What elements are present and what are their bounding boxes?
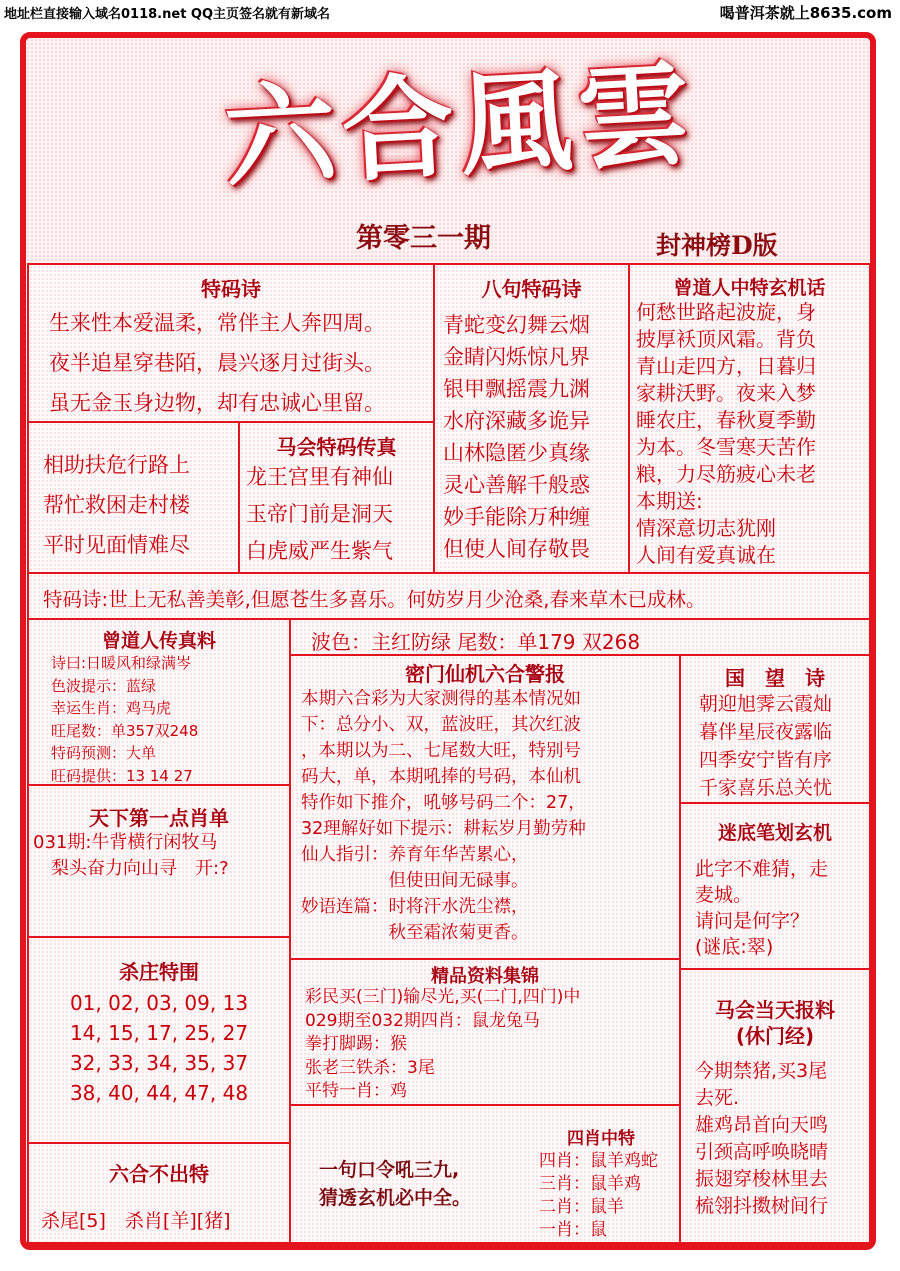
mahui-today-line: 引颈高呼唤晓晴 <box>695 1141 829 1163</box>
sixiao-line: 四肖：鼠羊鸡蛇 <box>539 1151 658 1171</box>
kouling-box <box>289 1104 681 1244</box>
midi-line: 请问是何字？ <box>695 910 810 932</box>
poem1-line: 夜半追星穿巷陌，晨兴逐月过街头。 <box>49 351 385 375</box>
poem2-line: 相助扶危行路上 <box>43 453 190 477</box>
midi-box <box>679 802 871 970</box>
jingpin-line: 拳打脚踢：猴 <box>305 1034 407 1054</box>
secret-line: 下：总分小、双，蓝波旺，其次红波 <box>301 715 581 735</box>
shazhuang-line: 38, 40, 44, 47, 48 <box>69 1081 249 1105</box>
poem2-line: 帮忙救困走村楼 <box>43 493 190 517</box>
mahui-heading: 马会特码传真 <box>276 435 397 459</box>
shazhuang-box <box>27 936 291 1144</box>
eight-line: 灵心善解千般惑 <box>443 473 590 497</box>
chuanzhen-line: 旺码提供：13 14 27 <box>51 766 193 785</box>
guowang-line: 暮伴星辰夜露临 <box>699 721 833 743</box>
chuanzhen-line: 诗曰:日暖风和绿满岑 <box>51 654 192 672</box>
secret-box <box>289 654 681 960</box>
guowang-box <box>679 654 871 804</box>
secret-line: 仙人指引：养育年华苦累心， <box>301 845 529 865</box>
wave-box <box>289 618 871 656</box>
shazhuang-line: 32, 33, 34, 35, 37 <box>69 1051 249 1075</box>
tianxia-line: 梨头奋力向山寻 开:? <box>33 858 229 879</box>
eight-heading: 八句特码诗 <box>481 277 582 301</box>
zengdao-line: 青山走四方，日暮归 <box>636 354 816 378</box>
zengdao-line: 睡农庄，春秋夏季勤 <box>636 408 816 432</box>
chuanzhen-heading: 曾道人传真料 <box>101 630 216 652</box>
poem2-box <box>27 421 240 574</box>
secret-line: 秋至霜浓菊更香。 <box>301 923 529 943</box>
tianxia-box <box>27 784 291 938</box>
shazhuang-heading: 杀庄特围 <box>119 960 199 984</box>
sixiao-line: 二肖：鼠羊 <box>539 1197 624 1217</box>
issue-number: 第零三一期 <box>356 223 491 254</box>
buchu-text: 杀尾[5] 杀肖[羊][猪] <box>41 1210 231 1232</box>
guowang-line: 朝迎旭霁云霞灿 <box>699 693 833 715</box>
edition-label: 封神榜D版 <box>656 231 778 260</box>
chuanzhen-line: 旺尾数：单357双248 <box>51 721 199 740</box>
zengdao-line: 何愁世路起波旋，身 <box>636 300 816 324</box>
midi-line: 麦城。 <box>695 884 753 906</box>
tianxia-heading: 天下第一点肖单 <box>89 806 229 830</box>
mahui-today-line: 今期禁猪,买3尾 <box>695 1060 828 1082</box>
midi-line: (谜底:翠) <box>695 936 774 958</box>
jingpin-line: 彩民买(三门)输尽光,买(二门,四门)中 <box>305 987 581 1007</box>
jingpin-heading: 精品资料集锦 <box>431 966 539 987</box>
page-title: 六合風雲 <box>220 48 700 205</box>
mahui-line: 玉帝门前是洞天 <box>246 502 393 526</box>
sixiao-heading: 四肖中特 <box>567 1129 635 1149</box>
guowang-line: 千家喜乐总关忧 <box>699 777 833 799</box>
mahui-today-line: 梳翎抖擞树间行 <box>695 1195 829 1217</box>
guowang-line: 四季安宁皆有序 <box>699 749 833 771</box>
chuanzhen-line: 幸运生肖：鸡马虎 <box>51 699 172 717</box>
top-bar <box>0 0 900 24</box>
jingpin-line: 张老三铁杀：3尾 <box>305 1057 435 1078</box>
chuanzhen-line: 色波提示：蓝绿 <box>51 676 157 695</box>
zengdao-line: 为本。冬雪寒天苦作 <box>636 435 816 459</box>
mahui-line: 龙王宫里有神仙 <box>246 465 393 489</box>
chuanzhen-line: 特码预测：大单 <box>51 744 157 762</box>
top-left-notice: 地址栏直接输入域名0118.net QQ主页签名就有新域名 <box>4 7 331 22</box>
zengdao-line: 情深意切志犹刚 <box>636 516 776 540</box>
sixiao-line: 一肖：鼠 <box>539 1220 607 1240</box>
kouling-line: 猜透玄机必中全。 <box>319 1187 472 1209</box>
sixiao-line: 三肖：鼠羊鸡 <box>539 1174 641 1194</box>
mahui-today-sub: (休门经) <box>735 1024 815 1048</box>
eight-line: 水府深藏多诡异 <box>443 409 590 433</box>
poem2-line: 平时见面情难尽 <box>43 533 190 557</box>
mahui-today-line: 去死. <box>695 1087 740 1109</box>
poem1-box <box>27 263 435 423</box>
shazhuang-line: 01, 02, 03, 09, 13 <box>69 991 249 1015</box>
mahui-line: 白虎威严生紫气 <box>246 539 393 563</box>
wide-poem-box <box>27 572 871 620</box>
secret-line: 但使田间无碌事。 <box>301 871 529 891</box>
shazhuang-line: 14, 15, 17, 25, 27 <box>69 1021 249 1045</box>
midi-line: 此字不难猜，走 <box>695 858 829 880</box>
guowang-heading: 国 望 诗 <box>725 666 825 690</box>
jingpin-box <box>289 958 681 1106</box>
secret-line: 本期六合彩为大家测得的基本情况如 <box>301 689 581 709</box>
wave-info: 波色：主红防绿 尾数：单179 双268 <box>311 630 641 654</box>
mahui-today-heading: 马会当天报料 <box>715 998 835 1022</box>
buchu-heading: 六合不出特 <box>109 1162 209 1186</box>
zengdao-line: 披厚袄顶风霜。背负 <box>636 327 816 351</box>
midi-heading: 迷底笔划玄机 <box>717 822 832 844</box>
secret-line: ，本期以为二、七尾数大旺，特别号 <box>301 741 581 761</box>
tianxia-line: 031期:牛背横行闲牧马 <box>33 832 218 853</box>
eight-line: 银甲飘摇震九渊 <box>443 377 590 401</box>
poem1-line: 虽无金玉身边物，却有忠诚心里留。 <box>49 391 385 415</box>
eight-line: 妙手能除万种缠 <box>443 505 590 529</box>
eight-line: 金睛闪烁惊凡界 <box>443 345 590 369</box>
top-right-notice: 喝普洱茶就上8635.com <box>719 4 892 22</box>
secret-line: 码大，单，本期吼捧的号码，本仙机 <box>301 767 581 787</box>
poem1-line: 生来性本爱温柔，常伴主人奔四周。 <box>49 311 385 335</box>
buchu-box <box>27 1142 291 1244</box>
mahui-box <box>238 421 435 574</box>
jingpin-line: 平特一肖：鸡 <box>305 1081 407 1101</box>
zengdao-box <box>628 263 871 574</box>
zengdao-heading: 曾道人中特玄机话 <box>673 277 826 299</box>
kouling-line: 一句口令吼三九, <box>319 1159 460 1181</box>
jingpin-line: 029期至032期四肖：鼠龙兔马 <box>305 1010 540 1031</box>
zengdao-line: 粮，力尽筋疲心未老 <box>636 462 816 486</box>
eight-box <box>433 263 630 574</box>
secret-heading: 密门仙机六合警报 <box>405 662 565 686</box>
mahui-today-line: 振翅穿梭林里去 <box>695 1168 829 1190</box>
eight-line: 山林隐匿少真缘 <box>443 441 590 465</box>
zengdao-line: 家耕沃野。夜来入梦 <box>636 381 816 405</box>
eight-line: 青蛇变幻舞云烟 <box>443 313 590 337</box>
secret-line: 妙语连篇：时将汗水洗尘襟， <box>301 897 529 917</box>
eight-line: 但使人间存敬畏 <box>443 537 590 561</box>
secret-line: 32理解好如下提示：耕耘岁月勤劳种 <box>301 819 586 839</box>
wide-poem: 特码诗:世上无私善美彰,但愿苍生多喜乐。何妨岁月少沧桑,春来草木已成林。 <box>43 588 706 611</box>
poem1-heading: 特码诗 <box>201 277 261 301</box>
mahui-today-box <box>679 968 871 1244</box>
zengdao-line: 本期送: <box>636 489 703 513</box>
secret-line: 特作如下推介，吼够号码二个：27， <box>301 793 586 813</box>
mahui-today-line: 雄鸡昂首向天鸣 <box>695 1114 829 1136</box>
chuanzhen-box <box>27 618 291 786</box>
zengdao-line: 人间有爱真诚在 <box>636 543 776 567</box>
